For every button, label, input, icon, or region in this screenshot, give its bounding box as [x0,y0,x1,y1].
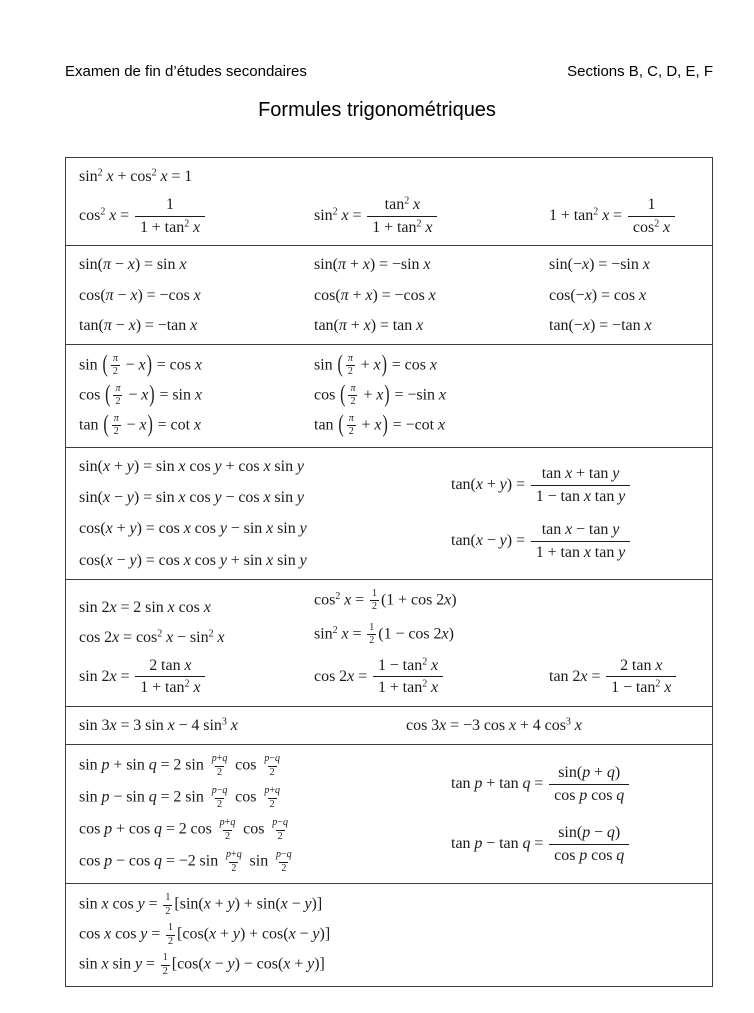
formula-column [79,893,702,977]
formula: $\sin^2 x$ = $\frac{\tan^2 x}{1 + \tan^2 x}$ [314,196,439,236]
formula: sin x sin y = $\frac{1}{2}$ [cos(x − y) − cos(x + y)] [79,952,325,977]
formula-row-product-to-sum [66,883,712,986]
formula-column [79,167,314,236]
formula-row-addition [66,447,712,579]
formula: tan(π − x) = −tan x [79,316,198,334]
formula: tan 2x = $\frac{\text{2 tan x}}{1 - \tan^2 x}$ [549,657,678,697]
formula: $\cos^2 x$ = $\frac{1}{2}$ (1 + cos 2x) [314,587,457,613]
formula: tan p − tan q = $\frac{\sin(p - q)}{\text{cos p cos q}}$ [451,824,631,864]
formula: cos p − cos q = −2 sin $\frac{p+q}{2}$ sin $\frac{p-q}{2}$ [79,849,292,874]
formula: cos x cos y = $\frac{1}{2}$ [cos(x + y) + cos(x − y)] [79,922,331,947]
formula: sin ( $\frac{\pi}{2}$ − x) = cos x [79,351,202,378]
formula: tan(x − y) = $\frac{\text{tan x − tan y}}{\text{1 + tan x tan y}}$ [451,521,632,561]
header-right-text: Sections B, C, D, E, F [567,63,713,80]
formula: $\sin^2 x$ = $\frac{1}{2}$ (1 − cos 2x) [314,621,454,647]
formula-row-supplementary [66,245,712,344]
formula-column [79,754,451,874]
formula: sin x cos y = $\frac{1}{2}$ [sin(x + y) + sin(x − y)] [79,892,323,917]
formula: tan(x + y) = $\frac{\text{tan x + tan y}}{\text{1 − tan x tan y}}$ [451,465,632,505]
formula: $\cos 2x = \cos^2 x - \sin^2 x$ [79,628,225,646]
formula-column [314,255,549,335]
formula: cos 2x = $\frac{1 - \tan^2 x}{1 + \tan^2 x}$ [314,657,445,697]
formula: cos(π − x) = −cos x [79,286,201,304]
formula: cos ( $\frac{\pi}{2}$ + x) = −sin x [314,381,446,408]
formula: cos(x − y) = cos x cos y + sin x sin y [79,551,307,569]
formula-column [549,255,702,335]
formula: sin(x + y) = sin x cos y + cos x sin y [79,457,305,475]
formula-column [314,589,549,697]
formula-row-double-angle [66,579,712,706]
formula-column [451,457,702,570]
formula: $1 + \tan^2 x$ = $\frac{1}{\cos^2 x}$ [549,196,677,236]
formula: sin ( $\frac{\pi}{2}$ + x) = cos x [314,351,437,378]
formula: cos(π + x) = −cos x [314,286,436,304]
formula-column [79,351,314,438]
formula-column [79,716,406,735]
formula: tan ( $\frac{\pi}{2}$ + x) = −cot x [314,411,446,438]
formula-row-sum-to-product [66,744,712,883]
formula-column [549,589,702,697]
formula-table [65,157,713,987]
formula: sin(x − y) = sin x cos y − cos x sin y [79,489,305,507]
formula-column [549,167,702,236]
formula-row-complementary [66,344,712,447]
formula: sin 2x = $\frac{\text{2 tan x}}{1 + \tan^2 x}$ [79,657,207,697]
formula: sin p − sin q = 2 sin $\frac{p-q}{2}$ cos $\frac{p+q}{2}$ [79,785,280,810]
formula: cos 3x = −3 cos x + 4 $\cos^3 x$ [406,716,582,734]
page-header [65,63,713,80]
formula-column [451,754,702,874]
formula: sin(π + x) = −sin x [314,256,431,274]
formula-column [406,716,702,735]
formula: $\sin^2 x + \cos^2 x = 1$ [79,167,193,185]
formula: cos(x + y) = cos x cos y − sin x sin y [79,520,307,538]
formula: cos(−x) = cos x [549,286,647,304]
formula: sin p + sin q = 2 sin $\frac{p+q}{2}$ cos $\frac{p-q}{2}$ [79,753,280,778]
header-left-text: Examen de fin d’études secondaires [65,63,307,80]
formula: tan(−x) = −tan x [549,316,652,334]
formula-column [79,255,314,335]
formula: tan ( $\frac{\pi}{2}$ − x) = cot x [79,411,202,438]
formula: cos ( $\frac{\pi}{2}$ − x) = sin x [79,381,202,408]
formula-column [314,351,702,438]
formula: tan(π + x) = tan x [314,316,424,334]
formula: tan p + tan q = $\frac{\sin(p + q)}{\text{cos p cos q}}$ [451,764,631,804]
formula: sin 3x = 3 sin x − 4 $\sin^3 x$ [79,716,238,734]
formula: sin(π − x) = sin x [79,256,187,274]
formula: $\cos^2 x$ = $\frac{1}{1 + \tan^2 x}$ [79,196,207,236]
formula-column [79,589,314,697]
formula-row-pythagorean [66,158,712,245]
formula-column [314,167,549,236]
formula-column [79,457,451,570]
page-title: Formules trigonométriques [258,99,496,121]
formula: cos p + cos q = 2 cos $\frac{p+q}{2}$ cos $\frac{p-q}{2}$ [79,817,288,842]
formula: sin(−x) = −sin x [549,256,650,274]
formula-row-triple-angle [66,706,712,744]
formula: sin 2x = 2 sin x cos x [79,599,211,617]
